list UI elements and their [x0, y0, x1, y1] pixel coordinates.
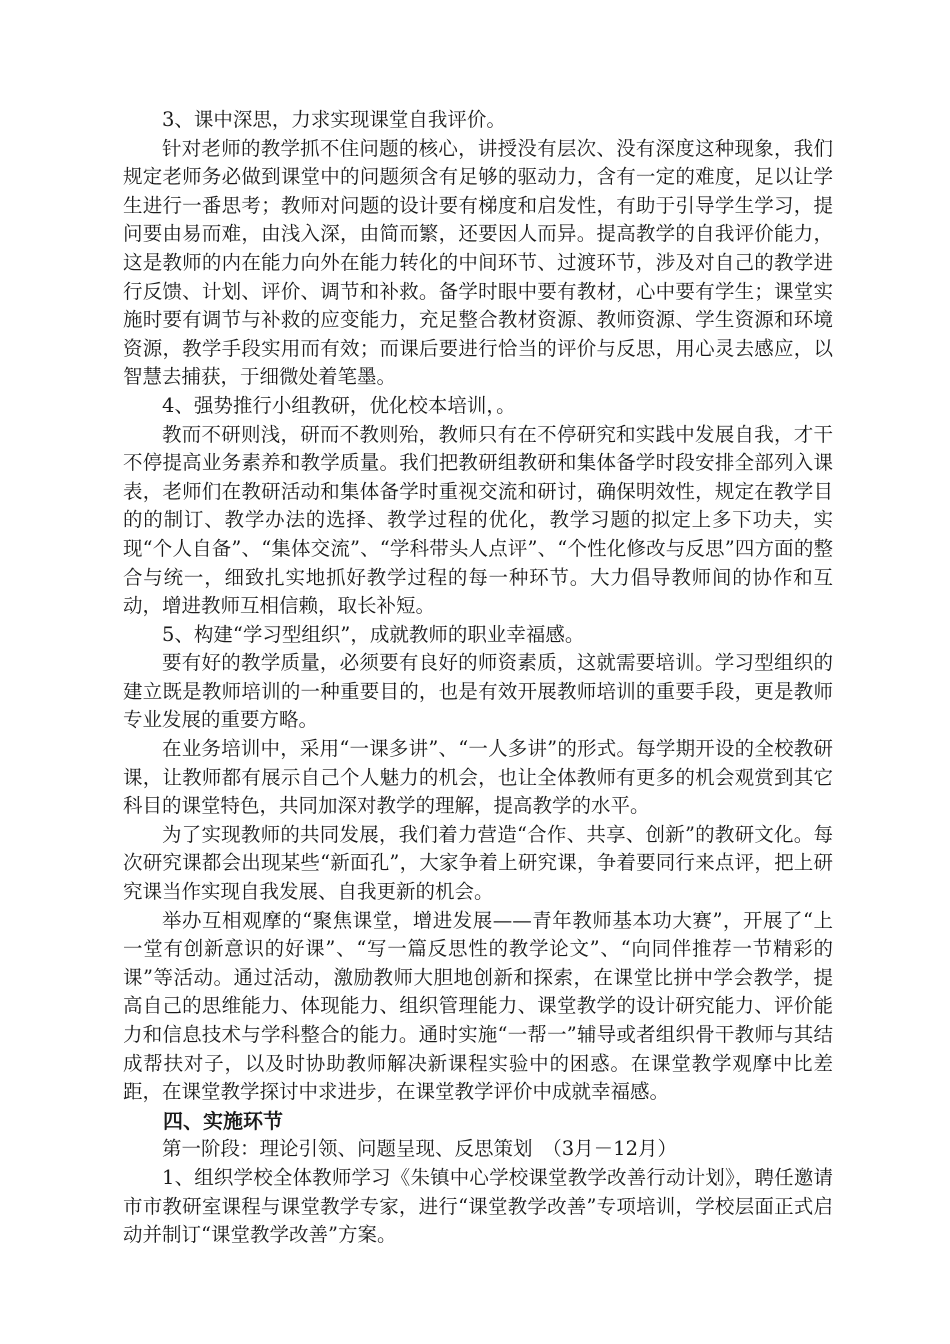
body-paragraph: 要有好的教学质量，必须要有良好的师资素质，这就需要培训。学习型组织的建立既是教师培训的一种重要目的，也是有效开展教师培训的重要手段，更是教师专业发展的重要方略。	[123, 651, 833, 732]
document-page	[123, 106, 833, 1250]
body-paragraph: 举办互相观摩的“聚焦课堂，增进发展——青年教师基本功大赛”，开展了“上一堂有创新意识的好课”、“写一篇反思性的教学论文”、“向同伴推荐一节精彩的课”等活动。通过活动，激励教师大胆地创新和探索，在课堂比拼中学会教学，提高自己的思维能力、体现能力、组织管理能力、课堂教学的设计研究能力、评价能力和信息技术与学科整合的能力。通时实施“一帮一”辅导或者组织骨干教师与其结成帮扶对子，以及时协助教师解决新课程实验中的困惑。在课堂教学观摩中比差距，在课堂教学探讨中求进步，在课堂教学评价中成就幸福感。	[123, 908, 833, 1104]
body-paragraph: 1、组织学校全体教师学习《朱镇中心学校课堂教学改善行动计划》，聘任邀请市市教研室课程与课堂教学专家，进行“课堂教学改善”专项培训，学校层面正式启动并制订“课堂教学改善”方案。	[123, 1165, 833, 1247]
body-paragraph: 教而不研则浅，研而不教则殆，教师只有在不停研究和实践中发展自我，才干不停提高业务素养和教学质量。我们把教研组教研和集体备学时段安排全部列入课表，老师们在教研活动和集体备学时重视交流和研讨，确保明效性，规定在教学目的的制订、教学办法的选择、教学过程的优化，教学习题的拟定上多下功夫，实现“个人自备”、“集体交流”、“学科带头人点评”、“个性化修改与反思”四方面的整合与统一，细致扎实地抓好教学过程的每一种环节。大力倡导教师间的协作和互动，增进教师互相信赖，取长补短。	[123, 422, 833, 618]
body-paragraph: 为了实现教师的共同发展，我们着力营造“合作、共享、创新”的教研文化。每次研究课都会出现某些“新面孔”，大家争着上研究课，争着要同行来点评，把上研究课当作实现自我发展、自我更新的机会。	[123, 822, 833, 904]
subsection-heading-4: 4、强势推行小组教研，优化校本培训，。	[162, 393, 516, 417]
subsection-heading-3: 3、课中深思，力求实现课堂自我评价。	[162, 108, 506, 131]
subsection-heading-5: 5、构建“学习型组织”，成就教师的职业幸福感。	[162, 622, 585, 646]
stage-line: 第一阶段：理论引领、问题呈现、反思策划 （3月－12月）	[162, 1137, 677, 1161]
body-paragraph: 针对老师的教学抓不住问题的核心，讲授没有层次、没有深度这种现象，我们规定老师务必做到课堂中的问题须含有足够的驱动力，含有一定的难度，足以让学生进行一番思考；教师对问题的设计要有梯度和启发性，有助于引导学生学习，提问要由易而难，由浅入深，由简而繁，还要因人而异。提高教学的自我评价能力，这是教师的内在能力向外在能力转化的中间环节、过渡环节，涉及对自己的教学进行反馈、计划、评价、调节和补救。备学时眼中要有教材，心中要有学生；课堂实施时要有调节与补救的应变能力，充足整合教材资源、教师资源、学生资源和环境资源，教学手段实用而有效；而课后要进行恰当的评价与反思，用心灵去感应，以智慧去捕获，于细微处着笔墨。	[123, 136, 833, 389]
section-heading: 四、实施环节	[163, 1108, 283, 1133]
body-paragraph: 在业务培训中，采用“一课多讲”、“一人多讲”的形式。每学期开设的全校教研课，让教师都有展示自己个人魅力的机会，也让全体教师有更多的机会观赏到其它科目的课堂特色，共同加深对教学的理解，提高教学的水平。	[123, 737, 833, 818]
